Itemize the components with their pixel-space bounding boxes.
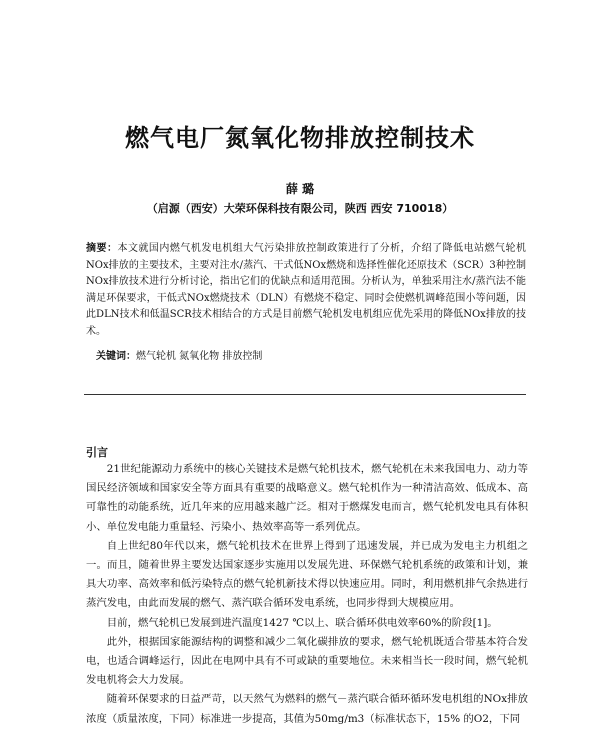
paper-title: 燃气电厂氮氧化物排放控制技术 bbox=[125, 124, 475, 152]
keywords-label: 关键词： bbox=[96, 351, 136, 362]
intro-paragraph-5: 随着环保要求的日益严苛，以天然气为燃料的燃气－蒸汽联合循环循环发电机组的NOx排放浓度（质量浓度，下同）标准进一步提高，其值为50mg/m3（标准状态下，15% 的O2，下同 bbox=[86, 693, 528, 725]
author-name: 薛 璐 bbox=[285, 182, 315, 196]
intro-body bbox=[86, 460, 528, 729]
abstract bbox=[86, 241, 526, 341]
abstract-text: 本文就国内燃气机发电机组大气污染排放控制政策进行了分析，介绍了降低电站燃气轮机NOx排放的主要技术，主要对注水/蒸汽、干式低NOx燃烧和选择性催化还原技术（SCR）3种控制NOx排放技术进行分析讨论，指出它们的优缺点和适用范围。分析认为，单独采用注水/蒸汽法不能满足环保要求，干低式NOx燃烧技术（DLN）有燃烧不稳定、同时会使燃机调峰范围小等问题，因此DLN技术和低温SCR技术相结合的方式是目前燃气轮机发电机组应优先采用的降低NOx排放的技术。 bbox=[86, 243, 527, 337]
intro-heading: 引言 bbox=[86, 446, 108, 459]
intro-paragraph-4: 此外，根据国家能源结构的调整和减少二氧化碳排放的要求，燃气轮机既适合带基本符合发电，也适合调峰运行，因此在电网中具有不可或缺的重要地位。未来相当长一段时间，燃气轮机发电机将会大力发展。 bbox=[86, 635, 528, 687]
keywords bbox=[96, 349, 526, 365]
author-affiliation: （启源（西安）大荣环保科技有限公司，陕西 西安 710018） bbox=[146, 202, 454, 215]
abstract-label: 摘要： bbox=[86, 243, 118, 254]
keywords-text: 燃气轮机 氮氧化物 排放控制 bbox=[136, 351, 263, 362]
intro-paragraph-2: 自上世纪80年代以来，燃气轮机技术在世界上得到了迅速发展，并已成为发电主力机组之一。而且，随着世界主要发达国家逐步实施用以发展先进、环保燃气轮机系统的政策和计划，兼具大功率、高效率和低污染特点的燃气轮机新技术得以快速应用。同时，利用燃机排气余热进行蒸汽发电，由此而发展的燃气、蒸汽联合循环发电系统，也同步得到大规模应用。 bbox=[86, 539, 528, 610]
intro-paragraph-3: 目前，燃气轮机已发展到进汽温度1427 ℃以上、联合循环供电效率60%的阶段[1]。 bbox=[106, 616, 498, 629]
section-divider bbox=[84, 394, 526, 395]
intro-paragraph-1: 21世纪能源动力系统中的核心关键技术是燃气轮机技术，燃气轮机在未来我国电力、动力等国民经济领域和国家安全等方面具有重要的战略意义。燃气轮机作为一种清洁高效、低成本、高可靠性的动能系统，近几年来的应用越来越广泛。相对于燃煤发电而言，燃气轮机发电具有体积小、单位发电能力重量轻、污染小、热效率高等一系列优点。 bbox=[86, 463, 528, 533]
